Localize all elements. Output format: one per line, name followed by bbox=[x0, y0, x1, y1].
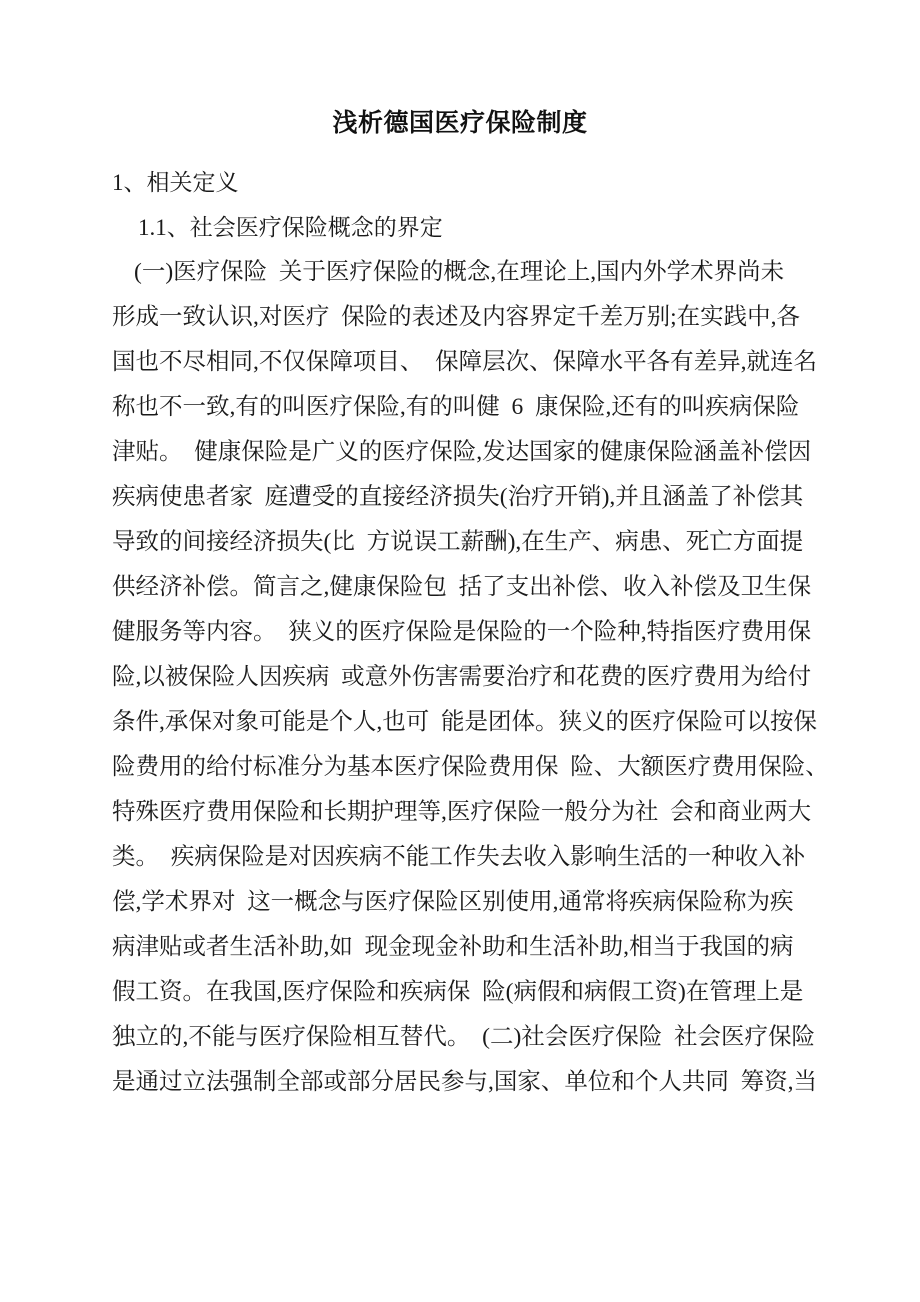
body-line: 供经济补偿。简言之,健康保险包 括了支出补偿、收入补偿及卫生保 bbox=[112, 574, 812, 600]
body-line: 险,以被保险人因疾病 或意外伤害需要治疗和花费的医疗费用为给付 bbox=[112, 664, 812, 690]
body-line: 是通过立法强制全部或部分居民参与,国家、单位和个人共同 筹资,当 bbox=[112, 1069, 817, 1095]
body-line: 条件,承保对象可能是个人,也可 能是团体。狭义的医疗保险可以按保 bbox=[112, 709, 817, 735]
body-line: 导致的间接经济损失(比 方说误工薪酬),在生产、病患、死亡方面提 bbox=[112, 529, 804, 555]
body-line: 疾病使患者家 庭遭受的直接经济损失(治疗开销),并且涵盖了补偿其 bbox=[112, 484, 804, 510]
document-title: 浅析德国医疗保险制度 bbox=[332, 109, 588, 137]
body-line: 健服务等内容。 狭义的医疗保险是保险的一个险种,特指医疗费用保 bbox=[112, 619, 812, 645]
body-line: 假工资。在我国,医疗保险和疾病保 险(病假和病假工资)在管理上是 bbox=[112, 979, 804, 1005]
body-line: 称也不一致,有的叫医疗保险,有的叫健 6 康保险,还有的叫疾病保险 bbox=[112, 394, 800, 420]
body-line: (一)医疗保险 关于医疗保险的概念,在理论上,国内外学术界尚未 bbox=[134, 259, 785, 285]
body-line: 独立的,不能与医疗保险相互替代。 (二)社会医疗保险 社会医疗保险 bbox=[112, 1024, 816, 1050]
body-line: 病津贴或者生活补助,如 现金现金补助和生活补助,相当于我国的病 bbox=[112, 934, 794, 960]
body-line: 特殊医疗费用保险和长期护理等,医疗保险一般分为社 会和商业两大 bbox=[112, 799, 812, 825]
body-line: 险费用的给付标准分为基本医疗保险费用保 险、大额医疗费用保险、 bbox=[112, 754, 829, 780]
body-line: 偿,学术界对 这一概念与医疗保险区别使用,通常将疾病保险称为疾 bbox=[112, 889, 794, 915]
section-heading-1: 1、相关定义 bbox=[112, 170, 239, 195]
document-body bbox=[112, 160, 829, 1105]
body-line: 类。 疾病保险是对因疾病不能工作失去收入影响生活的一种收入补 bbox=[112, 844, 806, 870]
body-line: 津贴。 健康保险是广义的医疗保险,发达国家的健康保险涵盖补偿因 bbox=[112, 439, 812, 465]
body-line: 形成一致认识,对医疗 保险的表述及内容界定千差万别;在实践中,各 bbox=[112, 304, 801, 330]
section-heading-1-1: 1.1、社会医疗保险概念的界定 bbox=[138, 215, 443, 240]
body-line: 国也不尽相同,不仅保障项目、 保障层次、保障水平各有差异,就连名 bbox=[112, 349, 817, 375]
